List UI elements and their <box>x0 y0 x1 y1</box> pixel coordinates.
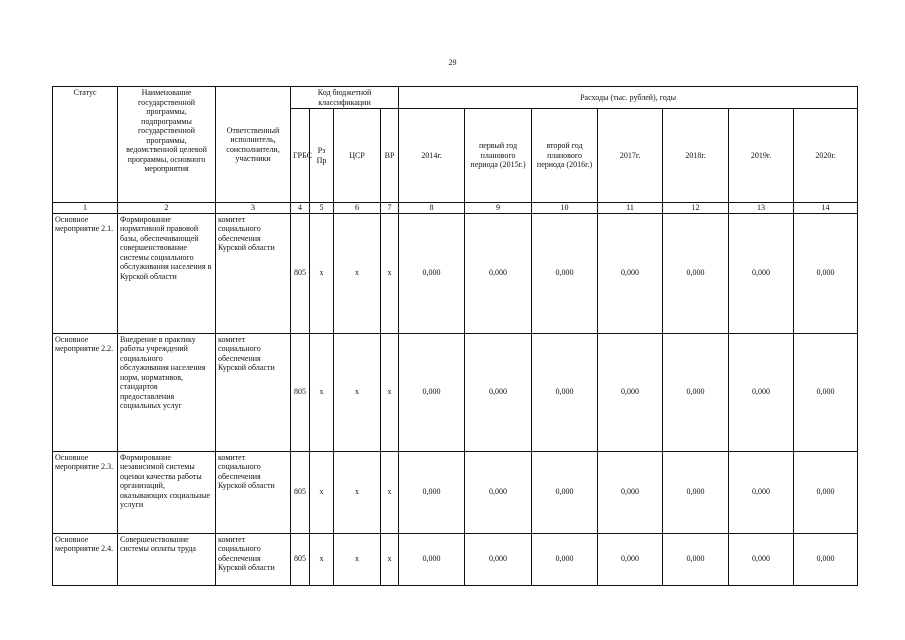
column-number: 13 <box>729 203 794 214</box>
row-value: 0,000 <box>399 533 465 585</box>
row-status: Основное мероприятие 2.2. <box>53 333 118 451</box>
row-value: 0,000 <box>598 451 663 533</box>
header-year: 2019г. <box>729 109 794 203</box>
row-value: 0,000 <box>465 333 532 451</box>
row-csr: х <box>334 533 381 585</box>
row-name: Внедрение в практику работы учреждений социального обслуживания населения норм, нормативов, стандартов предоставления социальных услуг <box>118 333 216 451</box>
row-vr: х <box>381 451 399 533</box>
row-grbs: 805 <box>291 451 310 533</box>
column-number: 7 <box>381 203 399 214</box>
column-number: 3 <box>216 203 291 214</box>
row-vr: х <box>381 533 399 585</box>
row-value: 0,000 <box>794 451 858 533</box>
header-budget-code-group: Код бюджетной классификации <box>291 87 399 109</box>
row-csr: х <box>334 333 381 451</box>
row-value: 0,000 <box>399 333 465 451</box>
row-value: 0,000 <box>399 213 465 333</box>
row-value: 0,000 <box>598 333 663 451</box>
row-value: 0,000 <box>729 533 794 585</box>
column-number: 2 <box>118 203 216 214</box>
header-csr: ЦСР <box>334 109 381 203</box>
row-name: Формирование независимой системы оценки качества работы организаций, оказывающих социальные услуги <box>118 451 216 533</box>
row-value: 0,000 <box>729 213 794 333</box>
column-number: 1 <box>53 203 118 214</box>
header-year: 2018г. <box>663 109 729 203</box>
row-responsible: комитет социального обеспечения Курской области <box>216 333 291 451</box>
row-value: 0,000 <box>465 213 532 333</box>
row-responsible: комитет социального обеспечения Курской области <box>216 213 291 333</box>
row-vr: х <box>381 213 399 333</box>
row-value: 0,000 <box>794 213 858 333</box>
row-value: 0,000 <box>598 533 663 585</box>
header-year: 2014г. <box>399 109 465 203</box>
header-grbs: ГРБС <box>291 109 310 203</box>
row-value: 0,000 <box>794 333 858 451</box>
column-number: 4 <box>291 203 310 214</box>
header-year: первый год планового периода (2015г.) <box>465 109 532 203</box>
header-row <box>53 87 858 109</box>
column-number: 14 <box>794 203 858 214</box>
row-value: 0,000 <box>663 213 729 333</box>
row-name: Совершенствование системы оплаты труда <box>118 533 216 585</box>
row-rzpr: х <box>310 533 334 585</box>
header-year: второй год планового периода (2016г.) <box>532 109 598 203</box>
header-year: 2020г. <box>794 109 858 203</box>
row-name: Формирование нормативной правовой базы, обеспечивающей совершенствование системы социального обслуживания населения в Курской области <box>118 213 216 333</box>
row-value: 0,000 <box>532 451 598 533</box>
row-status: Основное мероприятие 2.4. <box>53 533 118 585</box>
row-csr: х <box>334 451 381 533</box>
row-value: 0,000 <box>663 451 729 533</box>
row-responsible: комитет социального обеспечения Курской области <box>216 533 291 585</box>
row-grbs: 805 <box>291 533 310 585</box>
table-row <box>53 213 858 333</box>
row-grbs: 805 <box>291 333 310 451</box>
column-number-row <box>53 203 858 214</box>
row-vr: х <box>381 333 399 451</box>
column-number: 10 <box>532 203 598 214</box>
header-responsible: Ответственный исполнитель, соисполнители, участники <box>216 87 291 203</box>
column-number: 11 <box>598 203 663 214</box>
row-value: 0,000 <box>663 333 729 451</box>
row-rzpr: х <box>310 333 334 451</box>
row-responsible: комитет социального обеспечения Курской области <box>216 451 291 533</box>
row-value: 0,000 <box>729 333 794 451</box>
column-number: 9 <box>465 203 532 214</box>
row-value: 0,000 <box>598 213 663 333</box>
column-number: 5 <box>310 203 334 214</box>
header-expenses-group: Расходы (тыс. рублей), годы <box>399 87 858 109</box>
row-grbs: 805 <box>291 213 310 333</box>
row-value: 0,000 <box>532 333 598 451</box>
row-status: Основное мероприятие 2.1. <box>53 213 118 333</box>
row-value: 0,000 <box>465 451 532 533</box>
table-row <box>53 333 858 451</box>
page-number: 29 <box>448 58 457 67</box>
row-value: 0,000 <box>465 533 532 585</box>
row-value: 0,000 <box>532 213 598 333</box>
table-row <box>53 451 858 533</box>
column-number: 8 <box>399 203 465 214</box>
column-number: 12 <box>663 203 729 214</box>
header-status: Статус <box>53 87 118 203</box>
header-rzpr: Рз Пр <box>310 109 334 203</box>
row-status: Основное мероприятие 2.3. <box>53 451 118 533</box>
row-value: 0,000 <box>794 533 858 585</box>
table-row <box>53 533 858 585</box>
row-csr: х <box>334 213 381 333</box>
row-value: 0,000 <box>663 533 729 585</box>
header-year: 2017г. <box>598 109 663 203</box>
row-value: 0,000 <box>399 451 465 533</box>
row-rzpr: х <box>310 451 334 533</box>
row-value: 0,000 <box>532 533 598 585</box>
header-vr: ВР <box>381 109 399 203</box>
column-number: 6 <box>334 203 381 214</box>
row-rzpr: х <box>310 213 334 333</box>
budget-table <box>52 86 858 586</box>
row-value: 0,000 <box>729 451 794 533</box>
header-name: Наименование государственной программы, подпрограммы государственной программы, ведомственной целевой программы, основного мероприятия <box>118 87 216 203</box>
